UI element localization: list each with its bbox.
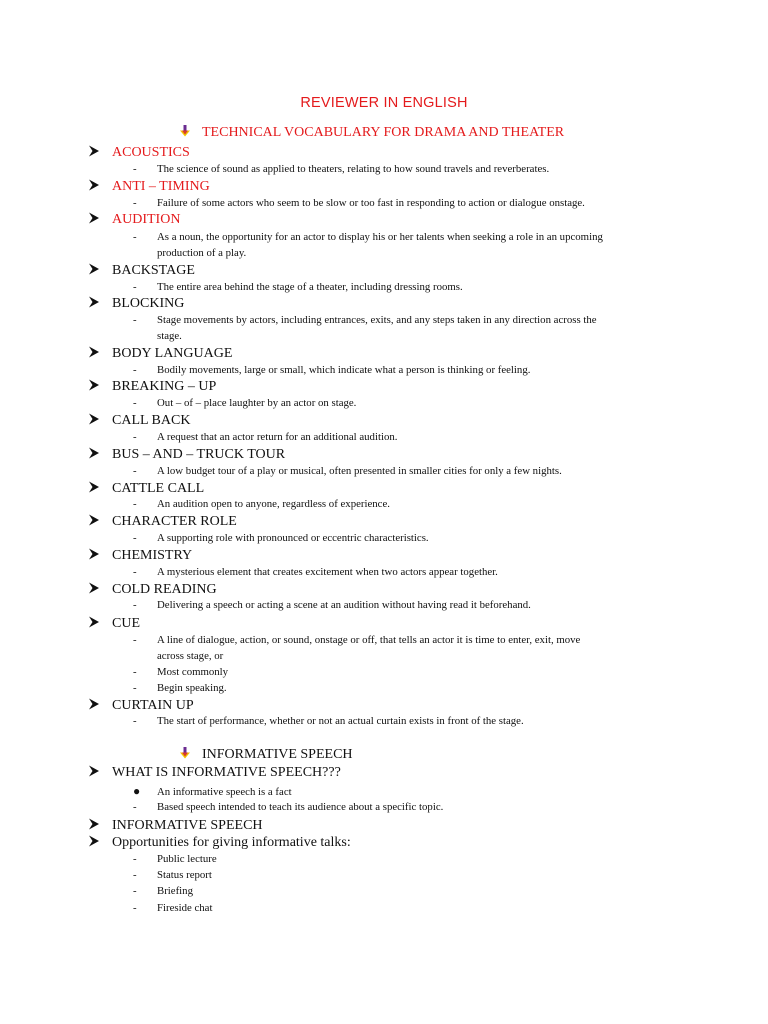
dash-marker: - [133,397,137,409]
dash-marker: - [133,231,137,243]
dash-marker: - [133,431,137,443]
term-heading [88,817,263,835]
chevron-right-icon [88,145,100,157]
definition-item [133,565,498,581]
definition-item [133,633,580,664]
chevron-right-icon [88,296,100,308]
dash-marker: - [133,853,137,865]
term-text: ACOUSTICS [112,145,190,160]
term-heading [88,480,204,498]
term-text: INFORMATIVE SPEECH [112,818,263,833]
dash-marker: - [133,869,137,881]
definition-text: A mysterious element that creates excitement when two actors appear together. [157,566,498,578]
section-heading [178,124,564,142]
definition-item [133,464,562,480]
dash-marker: - [133,566,137,578]
definition-text: Most commonly [157,665,229,678]
term-text: BODY LANGUAGE [112,346,233,361]
term-text: WHAT IS INFORMATIVE SPEECH??? [112,765,341,780]
definition-item [133,313,597,344]
chevron-right-icon [88,698,100,710]
term-heading [88,513,237,531]
term-text: ANTI – TIMING [112,179,210,194]
term-heading [88,262,195,280]
definition-item [133,196,585,212]
definition-text: A line of dialogue, action, or sound, onstage or off, that tells an actor it is time to enter, exit, move [157,634,581,646]
chevron-right-icon [88,765,100,777]
dash-marker: - [133,465,137,477]
term-text: CURTAIN UP [112,698,194,713]
definition-item [133,852,217,868]
chevron-right-icon [88,447,100,459]
definition-item [133,162,549,178]
term-heading [88,615,140,633]
term-text: BACKSTAGE [112,263,195,278]
definition-item [133,230,603,261]
term-text: AUDITION [112,212,181,227]
dash-marker: - [133,885,137,897]
definition-text: An audition open to anyone, regardless of experience. [157,498,390,510]
definition-text: Stage movements by actors, including entrances, exits, and any steps taken in any direction across the [157,314,597,326]
dash-marker: - [133,634,137,646]
chevron-right-icon [88,379,100,391]
definition-text: Fireside chat [157,902,213,914]
definition-item [133,665,228,681]
section-heading-text: INFORMATIVE SPEECH [202,747,353,762]
chevron-right-icon [88,548,100,560]
chevron-right-icon [88,212,100,224]
definition-item [133,598,531,614]
definition-text: Public lecture [157,853,217,865]
down-arrow-icon [178,746,192,760]
definition-text: Based speech intended to teach its audience about a specific topic. [157,801,444,813]
dash-marker: - [133,801,137,813]
dash-marker: - [133,532,137,544]
term-text: CATTLE CALL [112,481,205,496]
definition-item [133,784,292,801]
chevron-right-icon [88,582,100,594]
term-text: BLOCKING [112,296,185,311]
term-heading [88,697,194,715]
term-heading [88,345,232,363]
dash-marker: - [133,681,137,694]
term-heading [88,581,217,599]
definition-text: The science of sound as applied to theaters, relating to how sound travels and reverberates. [157,163,550,175]
definition-item [133,714,524,730]
term-text: CUE [112,616,140,631]
section-heading-text: TECHNICAL VOCABULARY FOR DRAMA AND THEATER [202,125,565,140]
definition-item [133,430,397,446]
definition-text: A low budget tour of a play or musical, often presented in smaller cities for only a few nights. [157,465,562,477]
chevron-right-icon [88,179,100,191]
definition-item [133,396,356,412]
chevron-right-icon [88,481,100,493]
definition-item [133,363,530,379]
term-text: CALL BACK [112,413,191,428]
term-text: CHARACTER ROLE [112,514,237,529]
term-heading [88,178,210,196]
definition-text: across stage, or [157,649,224,662]
dash-marker: - [133,364,137,376]
definition-text: As a noun, the opportunity for an actor to display his or her talents when seeking a role in an upcoming [157,231,603,243]
term-text: BREAKING – UP [112,379,217,394]
term-heading [88,547,192,565]
definition-item [133,901,212,917]
dash-marker: - [133,715,137,727]
definition-text: Failure of some actors who seem to be slow or too fast in responding to action or dialogue onstage. [157,197,585,209]
term-heading [88,211,180,229]
dash-marker: - [133,902,137,914]
definition-item [133,884,193,900]
dash-marker: - [133,498,137,510]
term-text: CHEMISTRY [112,548,193,563]
term-text: COLD READING [112,582,217,597]
dash-marker: - [133,599,137,611]
term-heading [88,764,341,782]
page-title: REVIEWER IN ENGLISH [300,95,468,111]
definition-text: production of a play. [157,246,247,259]
definition-item [133,868,212,884]
chevron-right-icon [88,413,100,425]
definition-text: Bodily movements, large or small, which indicate what a person is thinking or feeling. [157,364,531,376]
dash-marker: - [133,314,137,326]
definition-text: Begin speaking. [157,681,227,694]
definition-text: A supporting role with pronounced or eccentric characteristics. [157,532,429,544]
definition-item [133,280,463,296]
dash-marker: - [133,665,137,678]
term-heading [88,412,190,430]
term-heading [88,378,216,396]
definition-text: Delivering a speech or acting a scene at an audition without having read it beforehand. [157,599,531,611]
chevron-right-icon [88,346,100,358]
chevron-right-icon [88,835,100,847]
definition-text: Out – of – place laughter by an actor on stage. [157,397,357,409]
term-heading [88,834,351,852]
down-arrow-icon [178,124,192,138]
term-heading [88,144,190,162]
chevron-right-icon [88,263,100,275]
dash-marker: - [133,197,137,209]
chevron-right-icon [88,818,100,830]
chevron-right-icon [88,616,100,628]
bullet-icon: ● [133,784,141,798]
definition-text: Status report [157,869,212,881]
dash-marker: - [133,163,137,175]
term-text: Opportunities for giving informative talks: [112,835,351,850]
definition-text: The start of performance, whether or not an actual curtain exists in front of the stage. [157,715,524,727]
term-heading [88,295,184,313]
definition-item [133,681,227,697]
term-text: BUS – AND – TRUCK TOUR [112,447,286,462]
definition-text: Briefing [157,885,193,897]
definition-text: stage. [157,329,182,342]
section-heading [178,746,353,764]
chevron-right-icon [88,514,100,526]
definition-text: A request that an actor return for an additional audition. [157,431,398,443]
definition-text: An informative speech is a fact [157,786,292,798]
definition-text: The entire area behind the stage of a theater, including dressing rooms. [157,281,463,293]
definition-item [133,531,429,547]
dash-marker: - [133,281,137,293]
term-heading [88,446,285,464]
definition-item [133,497,390,513]
definition-item [133,800,443,816]
